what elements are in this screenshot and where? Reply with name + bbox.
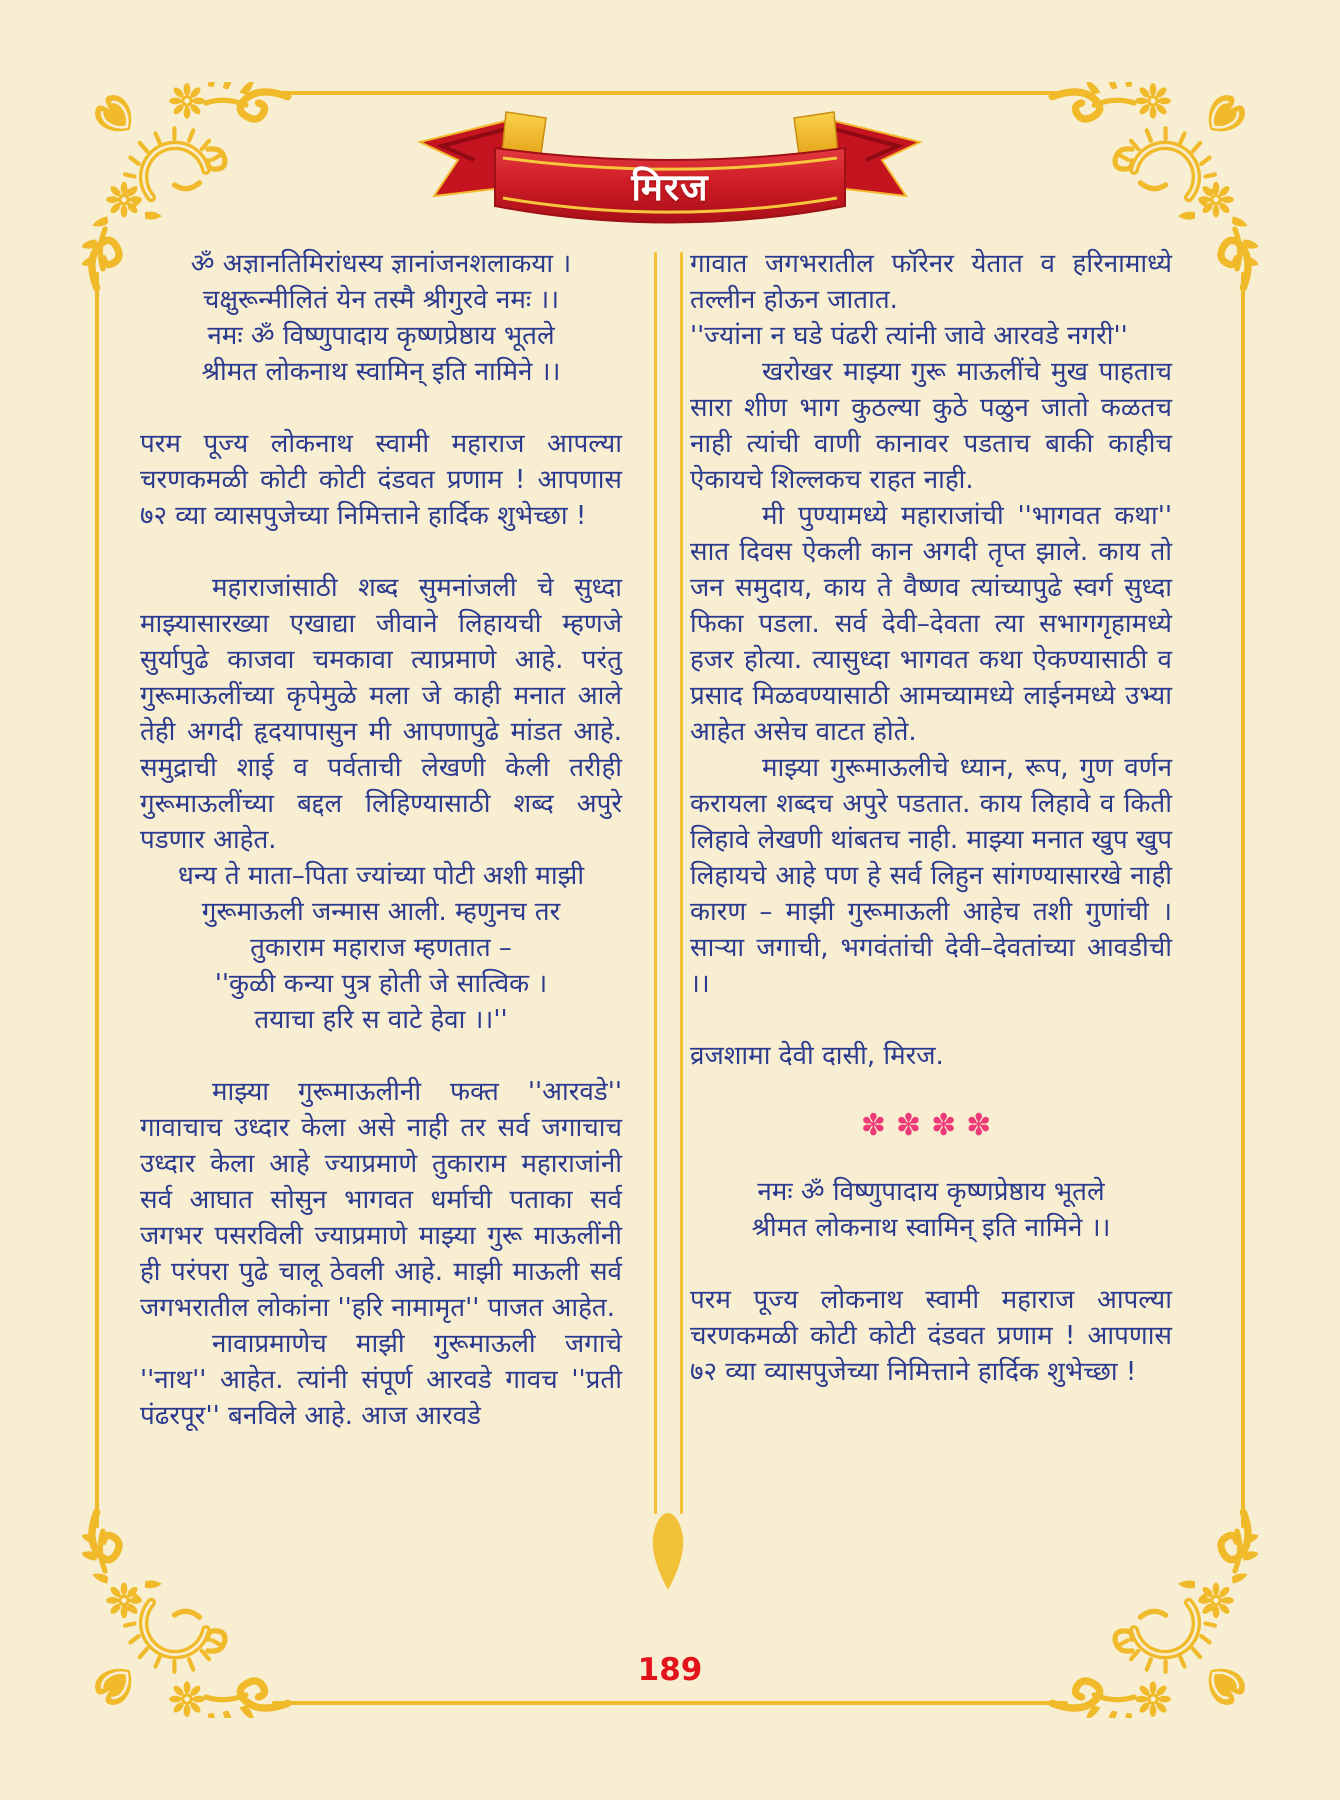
page-number: 189 [637,1652,703,1688]
shloka-line: नमः ॐ विष्णुपादाय कृष्णप्रेष्ठाय भूतले [757,1177,1105,1207]
paragraph: मी पुण्यामध्ये महाराजांची ''भागवत कथा'' सात दिवस ऐकली कान अगदी तृप्त झाले. काय तो जन समुदाय, काय ते वैष्णव त्यांच्यापुढे स्वर्ग सुध्दा फिका पडला. सर्व देवी–देवता त्या सभागगृहामध्ये हजर होत्या. त्यासुध्दा भागवत कथा ऐकण्यासाठी व प्रसाद मिळवण्यासाठी आमच्यामध्ये लाईनमध्ये उभ्या आहेत असेच वाटत होते. [690,501,1172,747]
top-border-line [272,91,1068,95]
verse-line: धन्य ते माता–पिता ज्यांच्या पोटी अशी माझी [177,861,585,891]
paragraph: परम पूज्य लोकनाथ स्वामी महाराज आपल्या चरणकमळी कोटी कोटी दंडवत प्रणाम ! आपणास ७२ व्या व्यासपुजेच्या निमित्ताने हार्दिक शुभेच्छा ! [140,429,622,531]
left-border-line [95,272,99,1528]
paragraph: महाराजांसाठी शब्द सुमनांजली चे सुध्दा माझ्यासारख्या एखाद्या जीवाने लिहायची म्हणजे सुर्यापुढे काजवा चमकावा त्याप्रमाणे आहे. परंतु गुरूमाऊलींच्या कृपेमुळे मला जे काही मनात आले तेही अगदी हृदयापासुन मी आपणापुढे मांडत आहे. समुद्राची शाई व पर्वताची लेखणी केली तरीही गुरूमाऊलींच्या बद्दल लिहिण्यासाठी शब्द अपुरे पडणार आहेत. [140,573,622,855]
quote-line: ''ज्यांना न घडे पंढरी त्यांनी जावे आरवडे नगरी'' [690,321,1128,351]
shloka-line: चक्षुरून्मीलितं येन तस्मै श्रीगुरवे नमः ।। [202,285,560,315]
left-column [140,246,622,1434]
right-border-line [1241,272,1245,1528]
verse-line: गुरूमाऊली जन्मास आली. म्हणुनच तर [201,897,561,927]
divider-drop-icon [646,1506,690,1594]
column-divider-line-left [654,252,657,1514]
paragraph: माझ्या गुरूमाऊलीचे ध्यान, रूप, गुण वर्णन करायला शब्दच अपुरे पडतात. काय लिहावे व किती लिहावे लेखणी थांबतच नाही. माझ्या मनात खुप खुप लिहायचे आहे पण हे सर्व लिहुन सांगण्यासारखे नाही कारण – माझी गुरूमाऊली आहेच तशी गुणांची । साऱ्या जगाची, भगवंतांची देवी–देवतांच्या आवडीची ।। [690,753,1172,999]
paragraph: नावाप्रमाणेच माझी गुरूमाऊली जगाचे ''नाथ'' आहेत. त्यांनी संपूर्ण आरवडे गावच ''प्रती पंढरपूर'' बनविले आहे. आज आरवडे [140,1329,622,1431]
signature: व्रजशामा देवी दासी, मिरज. [690,1041,944,1071]
verse-line: ''कुळी कन्या पुत्र होती जे सात्विक । [214,969,548,999]
shloka-line: नमः ॐ विष्णुपादाय कृष्णप्रेष्ठाय भूतले [207,321,555,351]
shloka-line: ॐ अज्ञानतिमिरांधस्य ज्ञानांजनशलाकया । [190,249,572,279]
verse-line: तयाचा हरि स वाटे हेवा ।।'' [254,1005,508,1035]
paragraph: खरोखर माझ्या गुरू माऊलींचे मुख पाहताच सारा शीण भाग कुठल्या कुठे पळुन जातो कळतच नाही त्यांची वाणी कानावर पडताच बाकी काहीच ऐकायचे शिल्लकच राहत नाही. [690,357,1172,495]
paragraph: परम पूज्य लोकनाथ स्वामी महाराज आपल्या चरणकमळी कोटी कोटी दंडवत प्रणाम ! आपणास ७२ व्या व्यासपुजेच्या निमित्ताने हार्दिक शुभेच्छा ! [690,1285,1172,1387]
flower-separator: ✽✽✽✽ [860,1108,1002,1143]
paragraph: माझ्या गुरूमाऊलीनी फक्त ''आरवडे'' गावाचाच उध्दार केला असे नाही तर सर्व जगाचाच उध्दार केला आहे ज्याप्रमाणे तुकाराम महाराजांनी सर्व आघात सोसुन भागवत धर्माची पताका सर्व जगभर पसरविली ज्याप्रमाणे माझ्या गुरू माऊलींनी ही परंपरा पुढे चालू ठेवली आहे. माझी माऊली सर्व जगभरातील लोकांना ''हरि नामामृत'' पाजत आहेत. [140,1077,622,1323]
right-column [690,246,1172,1390]
shloka-line: श्रीमत लोकनाथ स्वामिन् इति नामिने ।। [751,1213,1111,1243]
shloka-line: श्रीमत लोकनाथ स्वामिन् इति नामिने ।। [201,357,561,387]
paragraph: गावात जगभरातील फॉरेनर येतात व हरिनामाध्ये तल्लीन होऊन जातात. [690,249,1172,315]
verse-line: तुकाराम महाराज म्हणतात – [250,933,512,963]
page-title: मिरज [631,166,709,209]
bottom-border-line [272,1701,1068,1705]
column-divider-line-right [680,252,683,1514]
